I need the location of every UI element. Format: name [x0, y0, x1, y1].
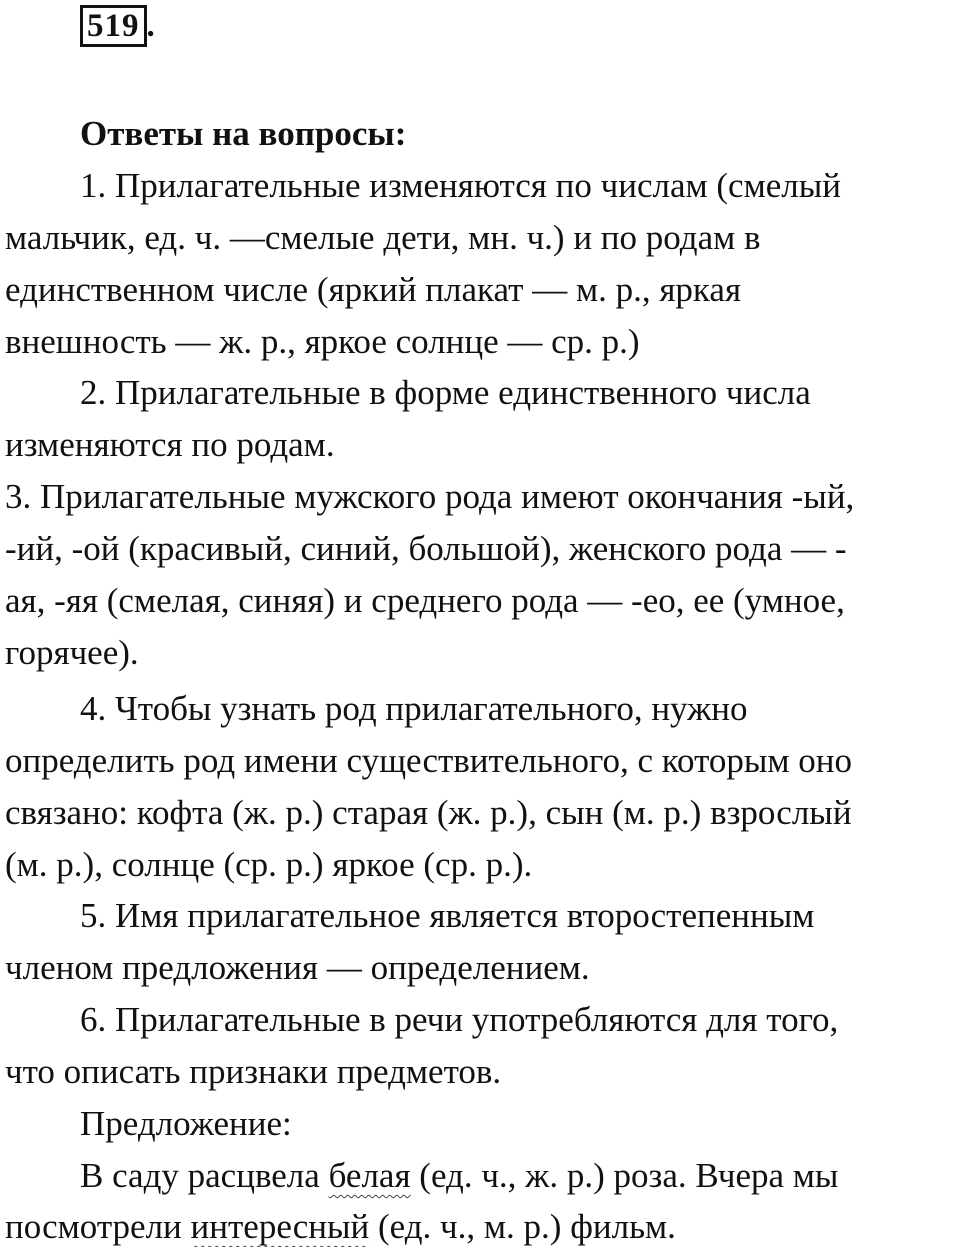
- text-line: (м. р.), солнце (ср. р.) яркое (ср. р.).: [5, 845, 533, 884]
- text-line: 3. Прилагательные мужского рода имеют окончания -ый,: [5, 477, 855, 516]
- exercise-number-dot: .: [146, 7, 155, 44]
- text-line: 5. Имя прилагательное является второстепенным: [80, 896, 815, 935]
- sentence-text: посмотрели: [5, 1207, 191, 1246]
- text-line: мальчик, ед. ч. —смелые дети, мн. ч.) и по родам в: [5, 218, 761, 257]
- text-line: -ий, -ой (красивый, синий, большой), женского рода — -: [5, 529, 847, 568]
- sentence-text: (ед. ч., м. р.) фильм.: [369, 1207, 676, 1246]
- text-line: связано: кофта (ж. р.) старая (ж. р.), сын (м. р.) взрослый: [5, 793, 852, 832]
- text-line: 1. Прилагательные изменяются по числам (смелый: [80, 166, 841, 205]
- text-line: членом предложения — определением.: [5, 948, 590, 987]
- text-line: горячее).: [5, 633, 139, 672]
- text-line: 6. Прилагательные в речи употребляются для того,: [80, 1000, 839, 1039]
- sentence-text: (ед. ч., ж. р.) роза. Вчера мы: [410, 1156, 839, 1195]
- sentence-label: Предложение:: [80, 1104, 292, 1143]
- text-line: ая, -яя (смелая, синяя) и среднего рода — -ео, ее (умное,: [5, 581, 845, 620]
- adjective-underlined: интересный: [190, 1207, 370, 1246]
- text-line: изменяются по родам.: [5, 425, 335, 464]
- example-sentence-2: [5, 1207, 676, 1247]
- text-line: единственном числе (яркий плакат — м. р., яркая: [5, 270, 742, 309]
- text-line: внешность — ж. р., яркое солнце — ср. р.): [5, 322, 640, 361]
- text-line: что описать признаки предметов.: [5, 1052, 502, 1091]
- text-line: 4. Чтобы узнать род прилагательного, нужно: [80, 689, 748, 728]
- adjective-underlined: белая: [328, 1156, 411, 1195]
- text-line: 2. Прилагательные в форме единственного числа: [80, 373, 811, 412]
- exercise-number-box: 519: [80, 5, 147, 47]
- sentence-text: В саду расцвела: [80, 1156, 329, 1195]
- answers-heading: Ответы на вопросы:: [80, 114, 407, 153]
- exercise-number: [80, 6, 155, 46]
- text-line: определить род имени существительного, с которым оно: [5, 741, 853, 780]
- example-sentence-1: [80, 1156, 838, 1196]
